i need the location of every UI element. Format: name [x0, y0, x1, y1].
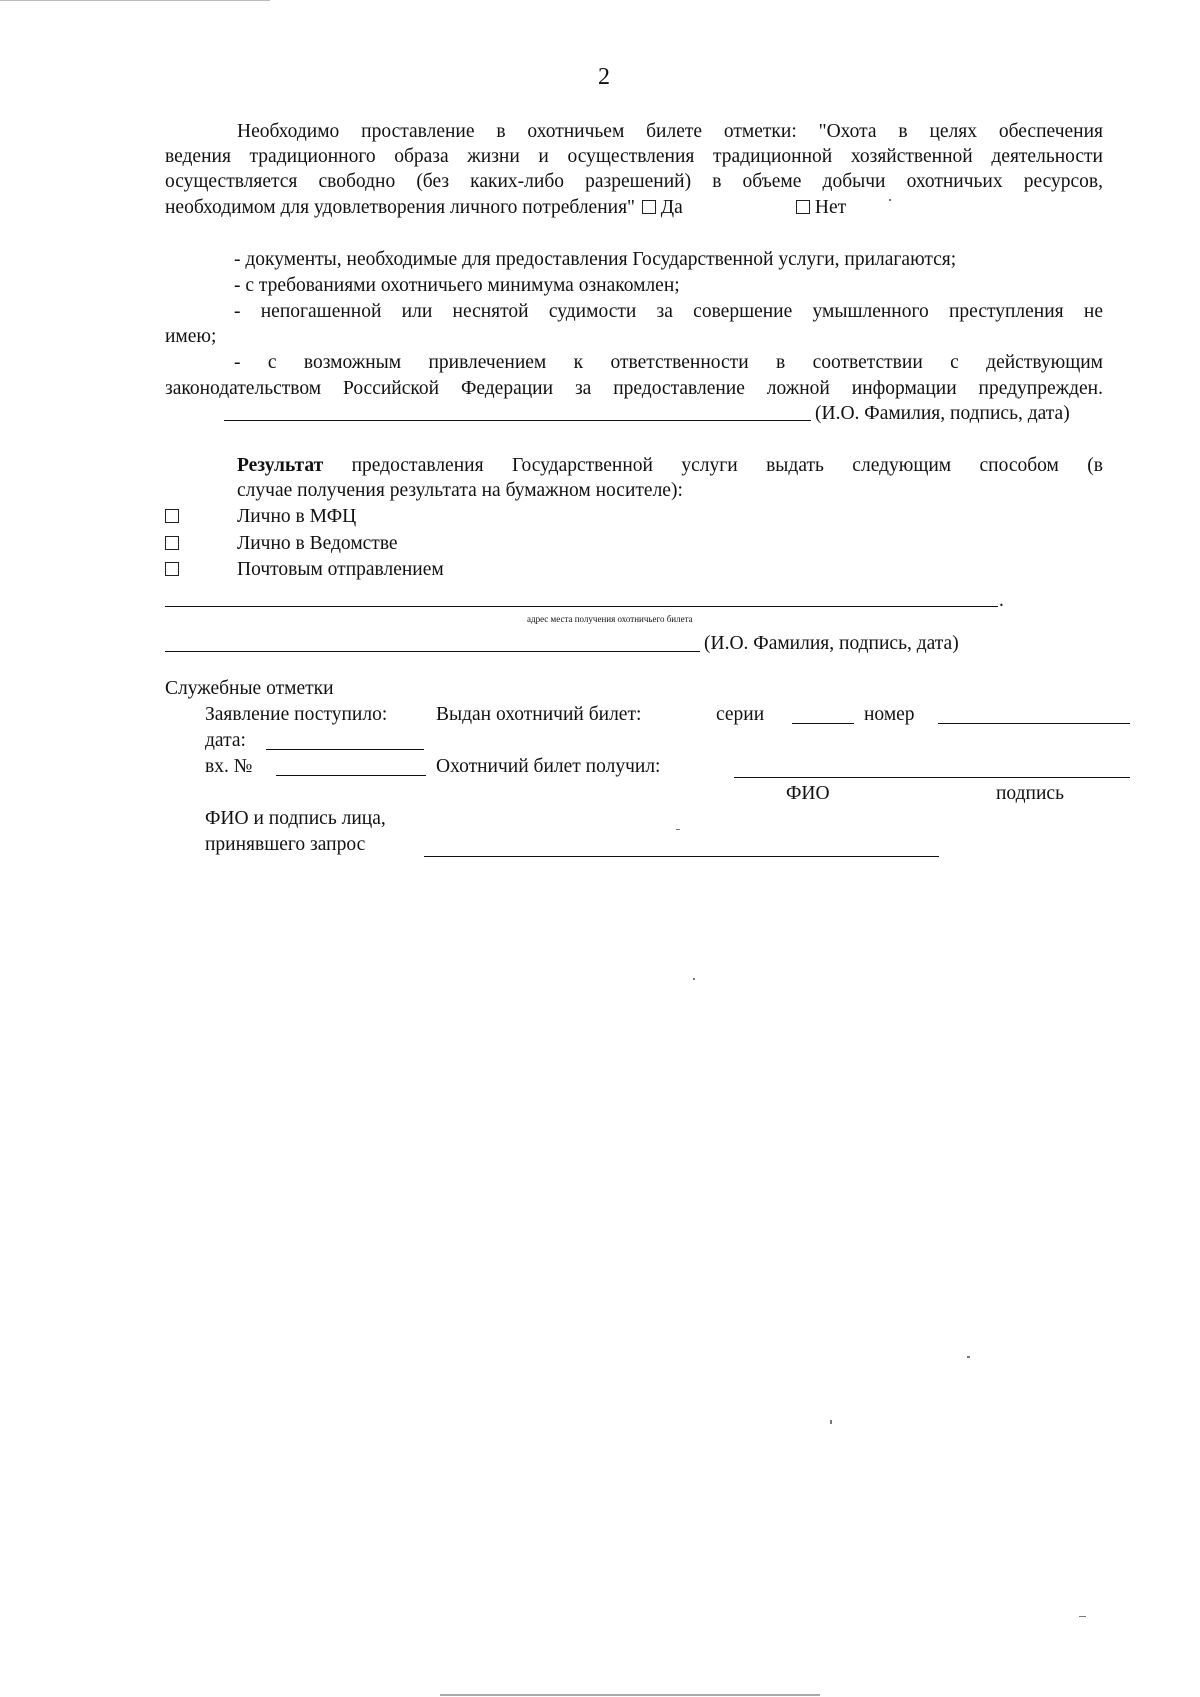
no-label: Нет	[814, 197, 847, 218]
declaration-item-4-line-1: - с возможным привлечением к ответственности в соответствии с действующим	[234, 352, 1103, 373]
result-line-1	[237, 453, 1103, 479]
scan-speck	[1079, 1616, 1086, 1617]
number-label: номер	[864, 704, 915, 725]
declaration-item-2: - с требованиями охотничьего минимума ознакомлен;	[234, 275, 680, 296]
marks-paragraph-line-3: осуществляется свободно (без каких-либо разрешений) в объеме добычи охотничьих ресурсов,	[165, 171, 1103, 192]
scan-speck	[693, 978, 695, 980]
accepted-by-label-line-1: ФИО и подпись лица,	[205, 808, 386, 829]
result-line-1-rest: предоставления Государственной услуги выдать следующим способом (в	[351, 455, 1103, 476]
page-number: 2	[598, 64, 610, 90]
result-option-3[interactable]	[165, 557, 179, 583]
declaration-signature-line[interactable]	[224, 420, 811, 421]
result-line-2: случае получения результата на бумажном носителе):	[237, 480, 683, 501]
declaration-item-1: - документы, необходимые для предоставления Государственной услуги, прилагаются;	[234, 249, 957, 270]
result-option-3-label: Почтовым отправлением	[237, 559, 444, 580]
received-ticket-label: Охотничий билет получил:	[436, 756, 661, 777]
scan-speck	[676, 829, 680, 830]
received-label: Заявление поступило:	[205, 704, 388, 725]
yes-label: Да	[660, 197, 683, 218]
accepted-by-label-line-2: принявшего запрос	[205, 834, 366, 855]
received-ticket-field[interactable]	[734, 777, 1130, 778]
scan-speck	[967, 1356, 970, 1358]
declaration-item-3-line-1: - непогашенной или неснятой судимости за совершение умышленного преступления не	[234, 301, 1103, 322]
address-caption: адрес места получения охотничьего билета	[527, 614, 693, 624]
signature-caption: подпись	[996, 783, 1064, 804]
scan-speck	[889, 199, 891, 201]
scan-speck	[830, 1420, 832, 1424]
number-field[interactable]	[938, 723, 1130, 724]
marks-paragraph-line-4-text: необходимом для удовлетворения личного потребления"	[165, 197, 636, 218]
scan-edge	[0, 0, 270, 1]
no-option	[796, 195, 846, 221]
series-field[interactable]	[792, 723, 854, 724]
fio-caption: ФИО	[786, 783, 830, 804]
address-line-dot: .	[999, 590, 1004, 611]
declaration-item-4-line-2: законодательством Российской Федерации за предоставление ложной информации предупрежден.	[165, 378, 1103, 399]
incoming-no-field[interactable]	[276, 775, 426, 776]
result-option-2-checkbox[interactable]	[165, 536, 179, 550]
result-option-2-label: Лично в Ведомстве	[237, 533, 398, 554]
date-field[interactable]	[266, 749, 424, 750]
result-signature-caption: (И.О. Фамилия, подпись, дата)	[704, 633, 959, 654]
accepted-by-field[interactable]	[424, 856, 939, 857]
result-signature-line[interactable]	[165, 651, 700, 652]
service-marks-heading: Служебные отметки	[165, 678, 334, 699]
result-option-3-checkbox[interactable]	[165, 562, 179, 576]
declaration-item-3-line-2: имею;	[165, 326, 217, 347]
declaration-signature-caption: (И.О. Фамилия, подпись, дата)	[815, 403, 1070, 424]
marks-paragraph-line-2: ведения традиционного образа жизни и осуществления традиционной хозяйственной деятельности	[165, 146, 1103, 167]
address-line[interactable]	[165, 606, 998, 607]
marks-paragraph-line-4	[165, 195, 683, 221]
incoming-no-label: вх. №	[205, 756, 253, 777]
date-label: дата:	[205, 730, 246, 751]
no-checkbox[interactable]	[796, 200, 810, 214]
result-bold-word: Результат	[237, 455, 324, 476]
result-option-1-label: Лично в МФЦ	[237, 506, 357, 527]
result-option-1[interactable]	[165, 504, 179, 530]
marks-paragraph-line-1: Необходимо проставление в охотничьем билете отметки: "Охота в целях обеспечения	[237, 121, 1103, 142]
result-option-2[interactable]	[165, 531, 179, 557]
issued-label: Выдан охотничий билет:	[436, 704, 642, 725]
series-label: серии	[716, 704, 765, 725]
result-option-1-checkbox[interactable]	[165, 509, 179, 523]
scan-edge	[440, 1694, 820, 1696]
yes-checkbox[interactable]	[642, 200, 656, 214]
